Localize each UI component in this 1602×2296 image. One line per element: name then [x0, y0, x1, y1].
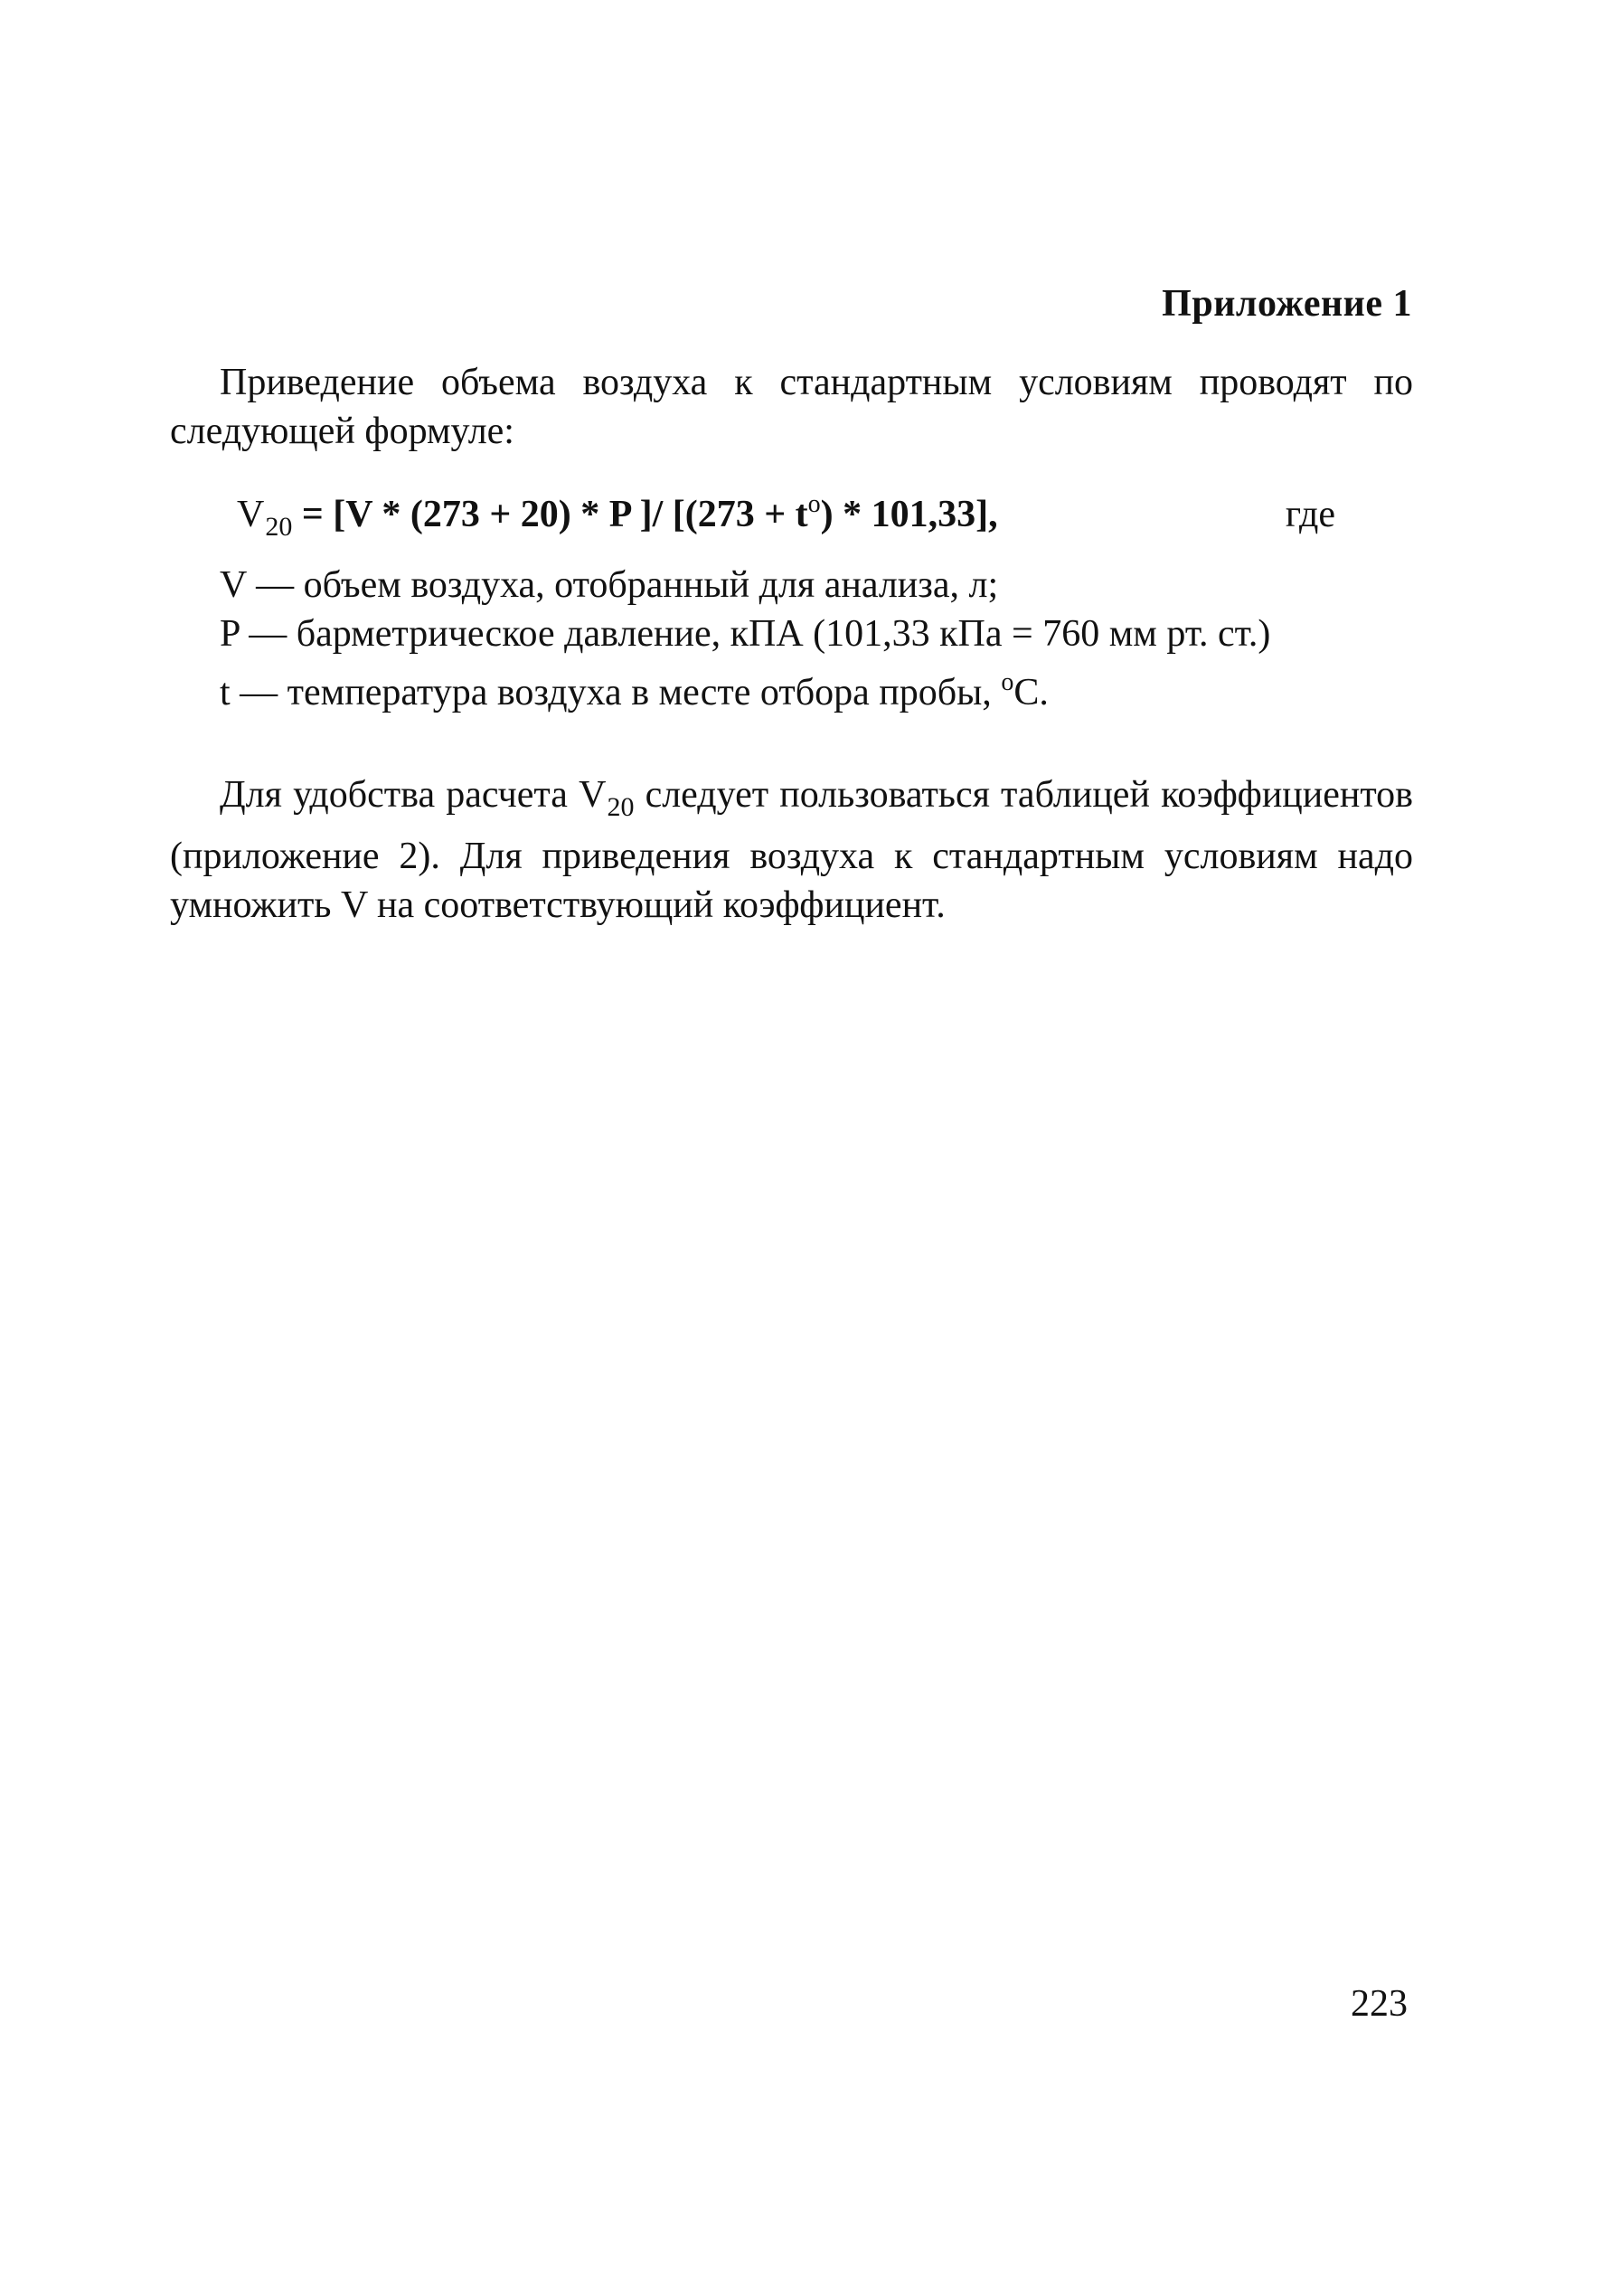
note-part-2: следует пользоваться таблицей коэффициентов (приложение 2). Для приведения воздуха к стандартным условиям надо умножить V на соответствующий коэффициент. — [170, 774, 1413, 926]
definitions-list — [170, 561, 1413, 717]
intro-paragraph: Приведение объема воздуха к стандартным условиям проводят по следующей формуле: — [170, 362, 1413, 452]
formula-part-2: ) * 101,33], — [820, 494, 998, 535]
appendix-title: Приложение 1 — [1162, 283, 1412, 325]
definition-t-unit: C. — [1013, 672, 1049, 713]
formula-where: где — [1285, 494, 1335, 535]
formula-line — [237, 479, 1335, 553]
definition-v: V — объем воздуха, отобранный для анализа, л; — [220, 564, 999, 606]
definition-t — [170, 658, 1413, 717]
definition-t-degree: o — [1001, 668, 1014, 696]
formula-part-1: = [V * (273 + 20) * P ]/ [(273 + t — [292, 494, 808, 535]
definition-p: P — барметрическое давление, кПА (101,33 кПа = 760 мм рт. ст.) — [220, 613, 1271, 655]
page-number: 223 — [1351, 1983, 1408, 2025]
formula-degree-superscript: o — [807, 490, 821, 518]
formula-expression — [237, 479, 998, 553]
definition-t-text: t — температура воздуха в месте отбора пробы, — [220, 672, 1002, 713]
note-part-1: Для удобства расчета V — [220, 774, 607, 816]
formula-lhs-var: V — [237, 494, 265, 535]
note-paragraph — [170, 770, 1413, 930]
note-subscript: 20 — [607, 792, 635, 822]
formula-lhs-subscript: 20 — [265, 512, 293, 542]
